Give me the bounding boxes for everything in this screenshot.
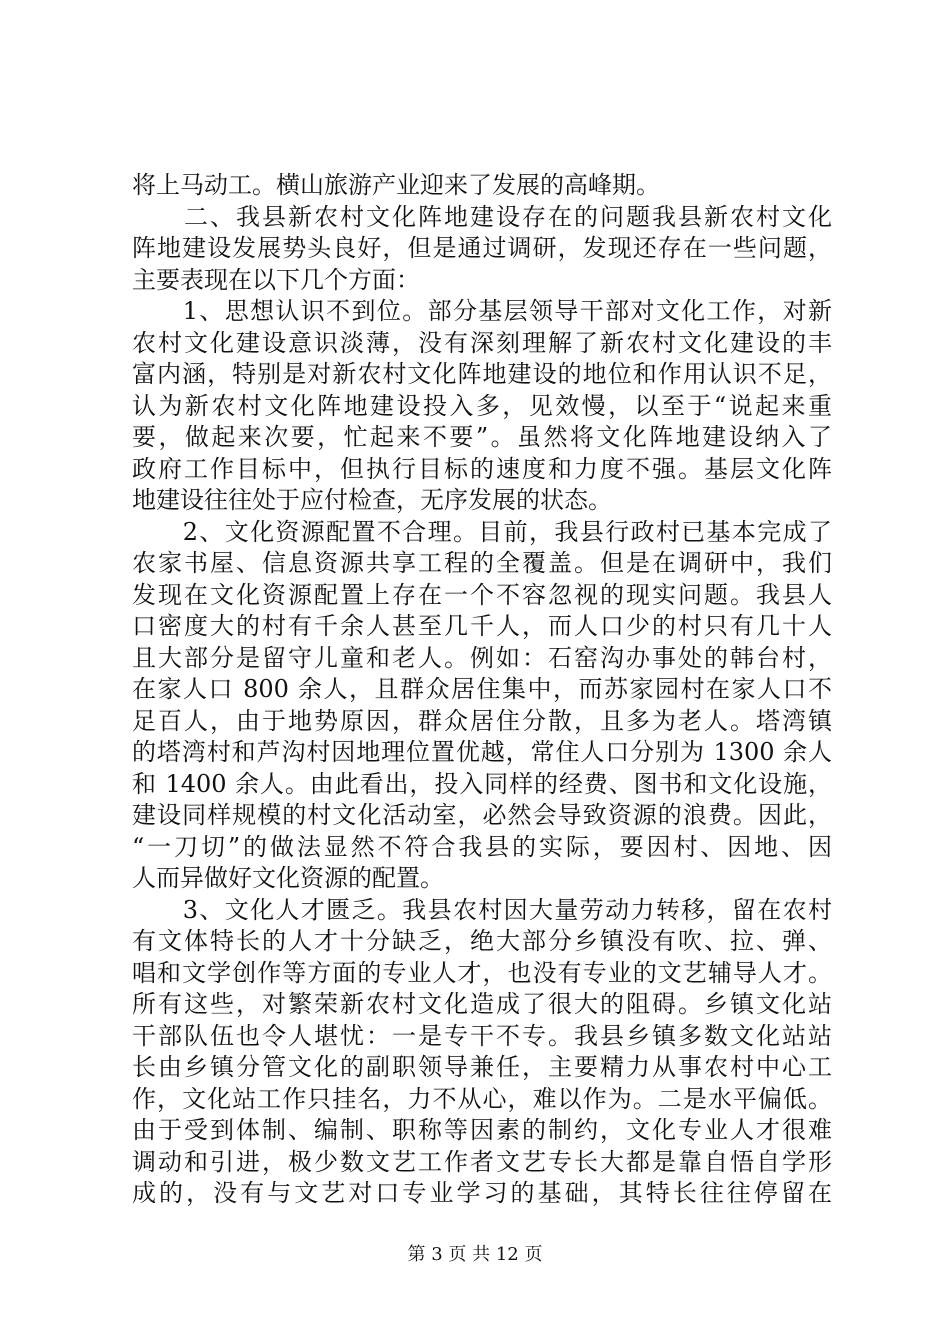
page-footer [0,1243,950,1267]
document-body [132,170,832,1210]
text-line: 由于受到体制、编制、职称等因素的制约，文化专业人才很难 [132,1116,832,1144]
text-line: 所有这些，对繁荣新农村文化造成了很大的阻碍。乡镇文化站 [132,990,832,1018]
text-line: 富内涵，特别是对新农村文化阵地建设的地位和作用认识不足， [132,360,832,388]
page-number-label: 第 3 页 共 12 页 [407,1244,543,1265]
text-line: 3、文化人才匮乏。我县农村因大量劳动力转移，留在农村 [132,895,832,924]
text-line: 在家人口 800 余人，且群众居住集中，而苏家园村在家人口不 [132,675,832,703]
text-line: 二、我县新农村文化阵地建设存在的问题我县新农村文化 [132,202,832,231]
text-line: 阵地建设发展势头良好，但是通过调研，发现还存在一些问题， [132,234,832,262]
text-line: 调动和引进，极少数文艺工作者文艺专长大都是靠自悟自学形 [132,1147,832,1176]
text-line: 唱和文学创作等方面的专业人才，也没有专业的文艺辅导人才。 [132,958,832,987]
text-line: 建设同样规模的村文化活动室，必然会导致资源的浪费。因此， [132,801,832,829]
text-line: 政府工作目标中，但执行目标的速度和力度不强。基层文化阵 [132,454,832,483]
text-line: 口密度大的村有千余人甚至几千人，而人口少的村只有几十人 [132,612,832,640]
text-line: “一刀切”的做法显然不符合我县的实际，要因村、因地、因 [132,832,832,861]
text-line: 长由乡镇分管文化的副职领导兼任，主要精力从事农村中心工 [132,1053,832,1081]
text-line: 主要表现在以下几个方面： [132,265,420,294]
text-line: 1、思想认识不到位。部分基层领导干部对文化工作，对新 [132,297,832,325]
text-line: 和 1400 余人。由此看出，投入同样的经费、图书和文化设施， [132,769,832,798]
text-line: 干部队伍也令人堪忧：一是专干不专。我县乡镇多数文化站站 [132,1021,832,1050]
text-line: 地建设往往处于应付检查，无序发展的状态。 [132,486,612,514]
text-line: 有文体特长的人才十分缺乏，绝大部分乡镇没有吹、拉、弹、 [132,927,832,955]
text-line: 2、文化资源配置不合理。目前，我县行政村已基本完成了 [132,517,832,546]
text-line: 作，文化站工作只挂名，力不从心，难以作为。二是水平偏低。 [132,1084,832,1113]
text-line: 将上马动工。横山旅游产业迎来了发展的高峰期。 [132,171,660,199]
text-line: 要，做起来次要，忙起来不要”。虽然将文化阵地建设纳入了 [132,423,832,451]
text-line: 农家书屋、信息资源共享工程的全覆盖。但是在调研中，我们 [132,549,832,577]
text-line: 农村文化建设意识淡薄，没有深刻理解了新农村文化建设的丰 [132,328,832,357]
text-line: 的塔湾村和芦沟村因地理位置优越，常住人口分别为 1300 余人 [132,738,832,766]
text-line: 发现在文化资源配置上存在一个不容忽视的现实问题。我县人 [132,580,832,609]
text-line: 足百人，由于地势原因，群众居住分散，且多为老人。塔湾镇 [132,706,832,735]
text-line: 且大部分是留守儿童和老人。例如：石窑沟办事处的韩台村， [132,643,832,672]
text-line: 认为新农村文化阵地建设投入多，见效慢，以至于“说起来重 [132,391,832,420]
text-line: 人而异做好文化资源的配置。 [132,864,444,892]
text-line: 成的，没有与文艺对口专业学习的基础，其特长往往停留在 [132,1179,832,1207]
